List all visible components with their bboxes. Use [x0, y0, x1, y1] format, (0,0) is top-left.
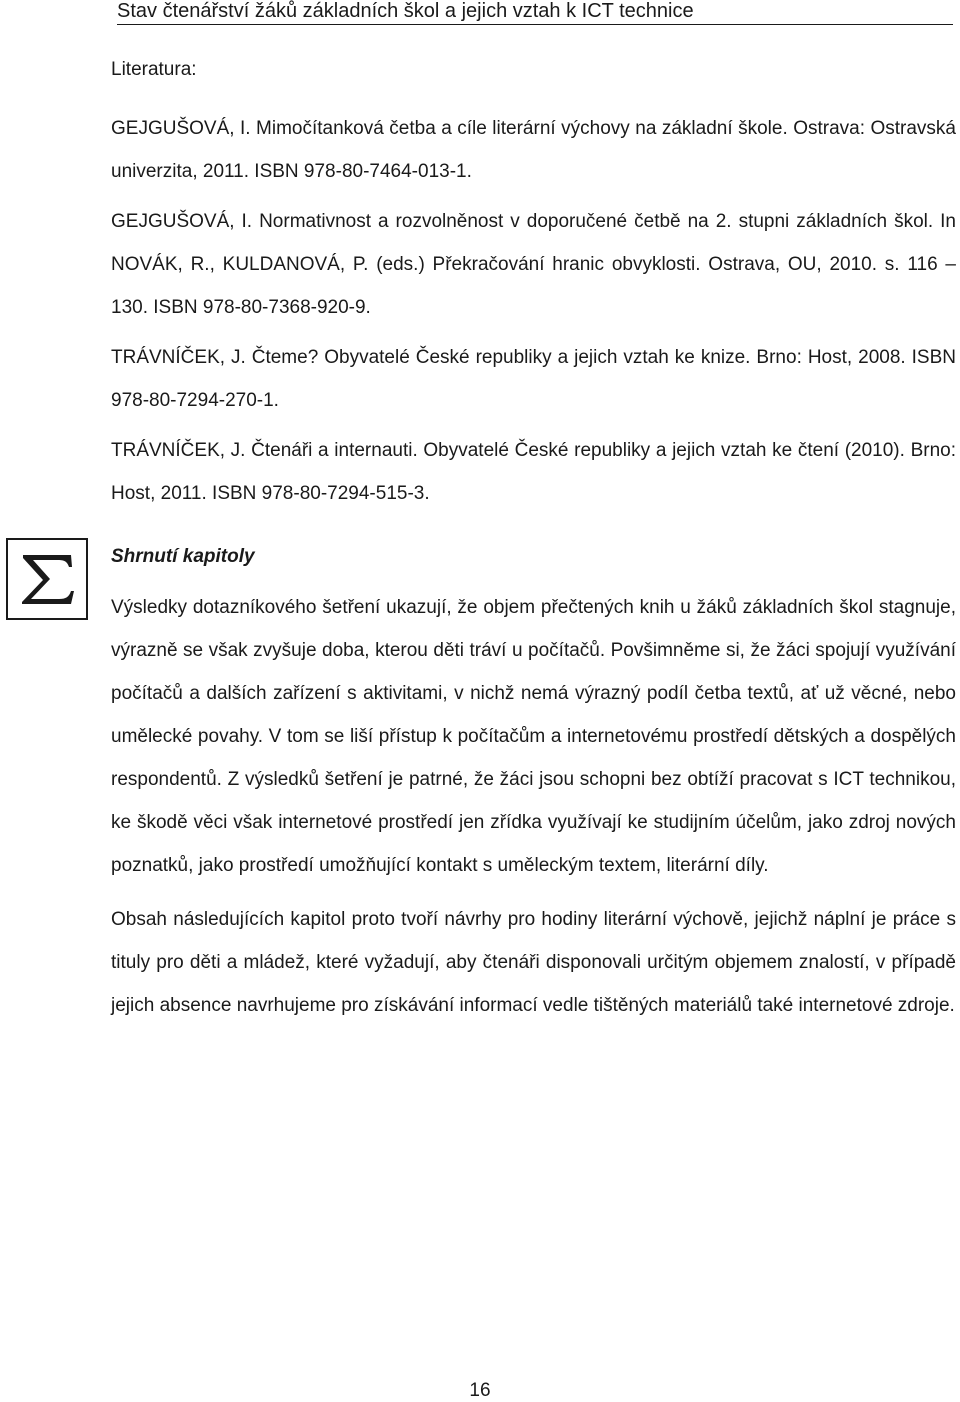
- reference-item: GEJGUŠOVÁ, I. Normativnost a rozvolněnost v doporučené četbě na 2. stupni základních škol. In NOVÁK, R., KULDANOVÁ, P. (eds.) Překračování hranic obvyklosti. Ostrava, OU, 2010. s. 116 – 130. ISBN 978-80-7368-920-9.: [111, 211, 956, 318]
- summary-section: [111, 540, 956, 1027]
- reference-item: TRÁVNÍČEK, J. Čteme? Obyvatelé České republiky a jejich vztah ke knize. Brno: Host, 2008. ISBN 978-80-7294-270-1.: [111, 347, 956, 411]
- page-number: 16: [469, 1380, 491, 1401]
- sigma-glyph: [19, 551, 75, 607]
- literature-section: [111, 57, 956, 515]
- running-header: [117, 0, 953, 25]
- reference-item: TRÁVNÍČEK, J. Čtenáři a internauti. Obyvatelé České republiky a jejich vztah ke čtení (2010). Brno: Host, 2011. ISBN 978-80-7294-515-3.: [111, 440, 956, 504]
- literature-heading: Literatura:: [111, 59, 197, 80]
- sigma-icon: [6, 538, 88, 620]
- reference-item: GEJGUŠOVÁ, I. Mimočítanková četba a cíle literární výchovy na základní škole. Ostrava: Ostravská univerzita, 2011. ISBN 978-80-7464-013-1.: [111, 118, 956, 182]
- running-header-title: Stav čtenářství žáků základních škol a jejich vztah k ICT technice: [117, 0, 694, 22]
- summary-paragraph: Výsledky dotazníkového šetření ukazují, že objem přečtených knih u žáků základních škol stagnuje, výrazně se však zvyšuje doba, kterou děti tráví u počítačů. Povšimněme si, že žáci spojují využívání počítačů a dalších zařízení s aktivitami, v nichž nemá výrazný podíl četba textů, ať už věcné, nebo umělecké povahy. V tom se liší přístup k počítačům a internetovému prostředí dětských a dospělých respondentů. Z výsledků šetření je patrné, že žáci jsou schopni bez obtíží pracovat s ICT technikou, ke škodě věci však internetové prostředí jen zřídka využívají ke studijním účelům, jako zdroj nových poznatků, jako prostředí umožňující kontakt s uměleckým textem, literární díly.: [111, 597, 956, 876]
- summary-paragraph: Obsah následujících kapitol proto tvoří návrhy pro hodiny literární výchově, jejichž náplní je práce s tituly pro děti a mládež, které vyžadují, aby čtenáři disponovali určitým objemem znalostí, v případě jejich absence navrhujeme pro získávání informací vedle tištěných materiálů také internetové zdroje.: [111, 909, 956, 1016]
- summary-title: Shrnutí kapitoly: [111, 546, 255, 567]
